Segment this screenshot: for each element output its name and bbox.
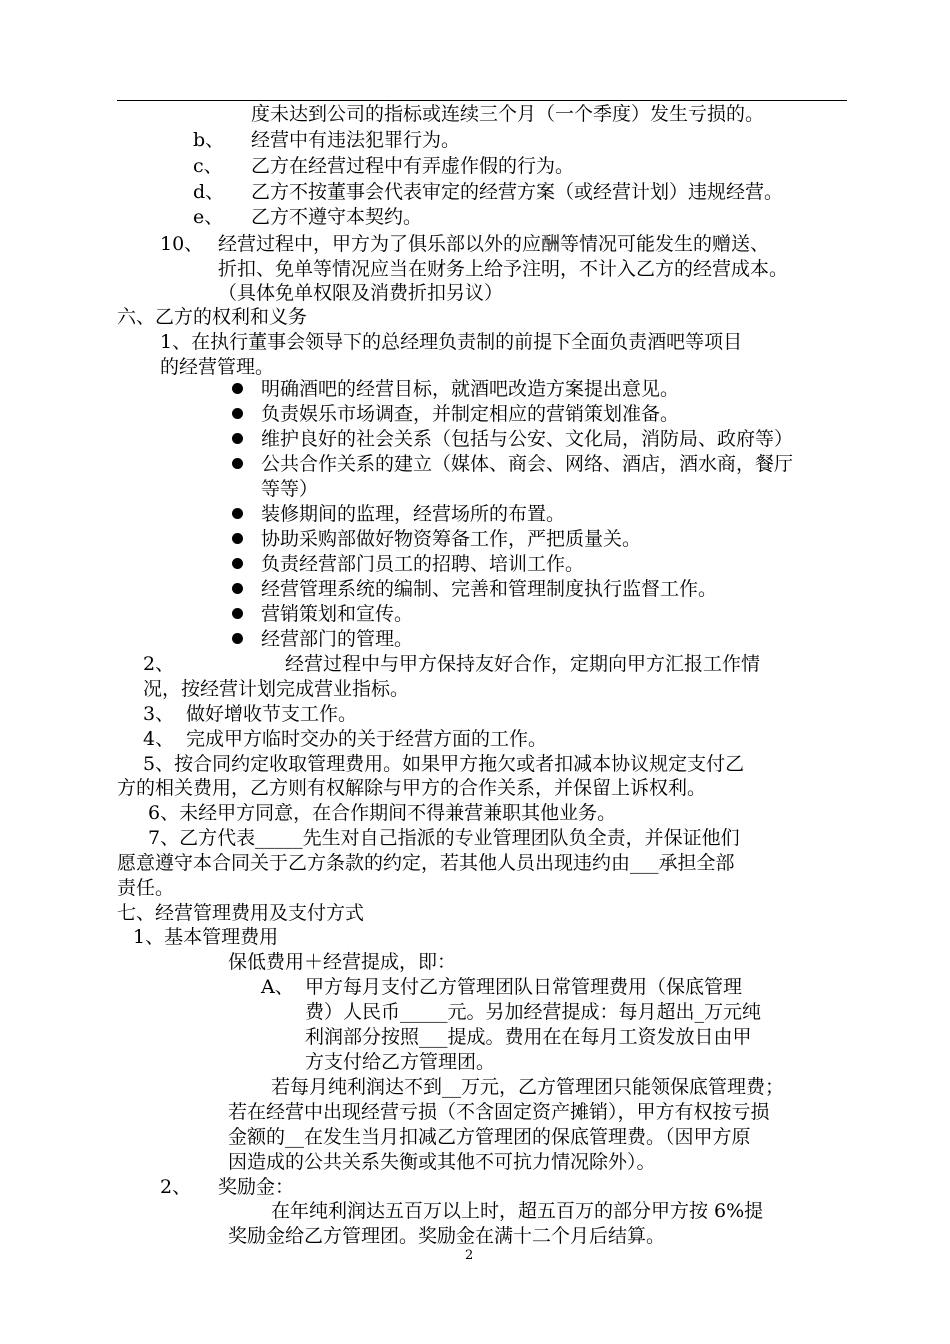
text-line: 在年纯利润达五百万以上时，超五百万的部分甲方按 6%提 [271,1200,764,1222]
bullet-text: 经营部门的管理。 [261,628,414,650]
item-label: b、 [193,129,225,151]
text-line: 奖励金给乙方管理团。奖励金在满十二个月后结算。 [228,1225,666,1247]
text-line: 7、乙方代表_____先生对自己指派的专业管理团队负全责，并保证他们 [148,827,740,849]
bullet-text: 装修期间的监理，经营场所的布置。 [261,503,566,525]
text-line: 1、基本管理费用 [133,926,279,948]
text-line: 乙方不遵守本契约。 [251,206,423,228]
item-label: 2、 [160,1176,192,1198]
text-line: 折扣、免单等情况应当在财务上给予注明，不计入乙方的经营成本。 [218,258,789,280]
text-line: 5、按合同约定收取管理费用。如果甲方拖欠或者扣减本协议规定支付乙 [143,753,745,775]
text-line: 况，按经营计划完成营业指标。 [143,678,410,700]
bullet-icon [232,383,243,394]
bullet-icon [232,458,243,469]
text-line: 因造成的公共关系失衡或其他不可抗力情况除外）。 [228,1151,656,1173]
bullet-icon [232,533,243,544]
bullet-icon [232,608,243,619]
item-label: c、 [193,155,223,177]
text-line: 1、在执行董事会领导下的总经理负责制的前提下全面负责酒吧等项目 [160,331,743,353]
text-line: 费）人民币_____元。另加经营提成：每月超出_万元纯 [305,1001,762,1023]
text-line: 若在经营中出现经营亏损（不含固定资产摊销），甲方有权按亏损 [228,1101,770,1123]
item-label: 2、 [143,653,175,675]
item-label: 3、 [143,703,175,725]
item-label: e、 [193,206,224,228]
text-line: （具体免单权限及消费折扣另议） [218,282,504,304]
text-line: 经营中有违法犯罪行为。 [251,129,461,151]
text-line: 经营过程中，甲方为了俱乐部以外的应酬等情况可能发生的赠送、 [218,233,770,255]
text-line: 做好增收节支工作。 [186,703,358,725]
text-line: 6、未经甲方同意，在合作期间不得兼营兼职其他业务。 [148,802,617,824]
bullet-icon [232,433,243,444]
text-line: 度未达到公司的指标或连续三个月（一个季度）发生亏损的。 [251,103,765,125]
item-label: A、 [261,976,294,998]
bullet-icon [232,508,243,519]
bullet-icon [232,583,243,594]
page-number: 2 [465,1248,474,1263]
item-label: 4、 [143,728,175,750]
text-line: 乙方不按董事会代表审定的经营方案（或经营计划）违规经营。 [251,181,784,203]
section-heading: 七、经营管理费用及支付方式 [117,902,365,924]
bullet-text: 经营管理系统的编制、完善和管理制度执行监督工作。 [261,578,718,600]
text-line: 若每月纯利润达不到__万元，乙方管理团只能领保底管理费； [271,1076,785,1098]
text-line: 金额的__在发生当月扣减乙方管理团的保底管理费。（因甲方原 [228,1126,751,1148]
text-line: 方的相关费用，乙方则有权解除与甲方的合作关系，并保留上诉权利。 [117,777,707,799]
bullet-text: 维护良好的社会关系（包括与公安、文化局，消防局、政府等） [261,428,794,450]
item-label: 10、 [160,233,204,255]
bullet-text: 营销策划和宣传。 [261,603,414,625]
text-line: 责任。 [117,877,175,899]
section-heading: 六、乙方的权利和义务 [117,306,308,328]
bullet-text: 等等） [261,478,319,500]
text-line: 奖励金： [218,1176,295,1198]
text-line: 利润部分按照___提成。费用在在每月工资发放日由甲 [305,1026,752,1048]
text-line: 甲方每月支付乙方管理团队日常管理费用（保底管理 [305,976,743,998]
bullet-text: 明确酒吧的经营目标，就酒吧改造方案提出意见。 [261,378,680,400]
text-line: 经营过程中与甲方保持友好合作，定期向甲方汇报工作情 [285,653,761,675]
bullet-icon [232,408,243,419]
header-rule [117,100,847,101]
bullet-text: 负责娱乐市场调查，并制定相应的营销策划准备。 [261,403,680,425]
bullet-icon [232,558,243,569]
text-line: 的经营管理。 [160,356,275,378]
bullet-text: 公共合作关系的建立（媒体、商会、网络、酒店，酒水商，餐厅 [261,453,794,475]
bullet-icon [232,633,243,644]
text-line: 乙方在经营过程中有弄虚作假的行为。 [251,155,575,177]
text-line: 完成甲方临时交办的关于经营方面的工作。 [186,728,548,750]
text-line: 保低费用＋经营提成，即： [228,951,457,973]
bullet-text: 协助采购部做好物资筹备工作，严把质量关。 [261,528,642,550]
bullet-text: 负责经营部门员工的招聘、培训工作。 [261,553,585,575]
text-line: 愿意遵守本合同关于乙方条款的约定，若其他人员出现违约由___承担全部 [117,852,735,874]
item-label: d、 [193,181,225,203]
text-line: 方支付给乙方管理团。 [305,1051,496,1073]
